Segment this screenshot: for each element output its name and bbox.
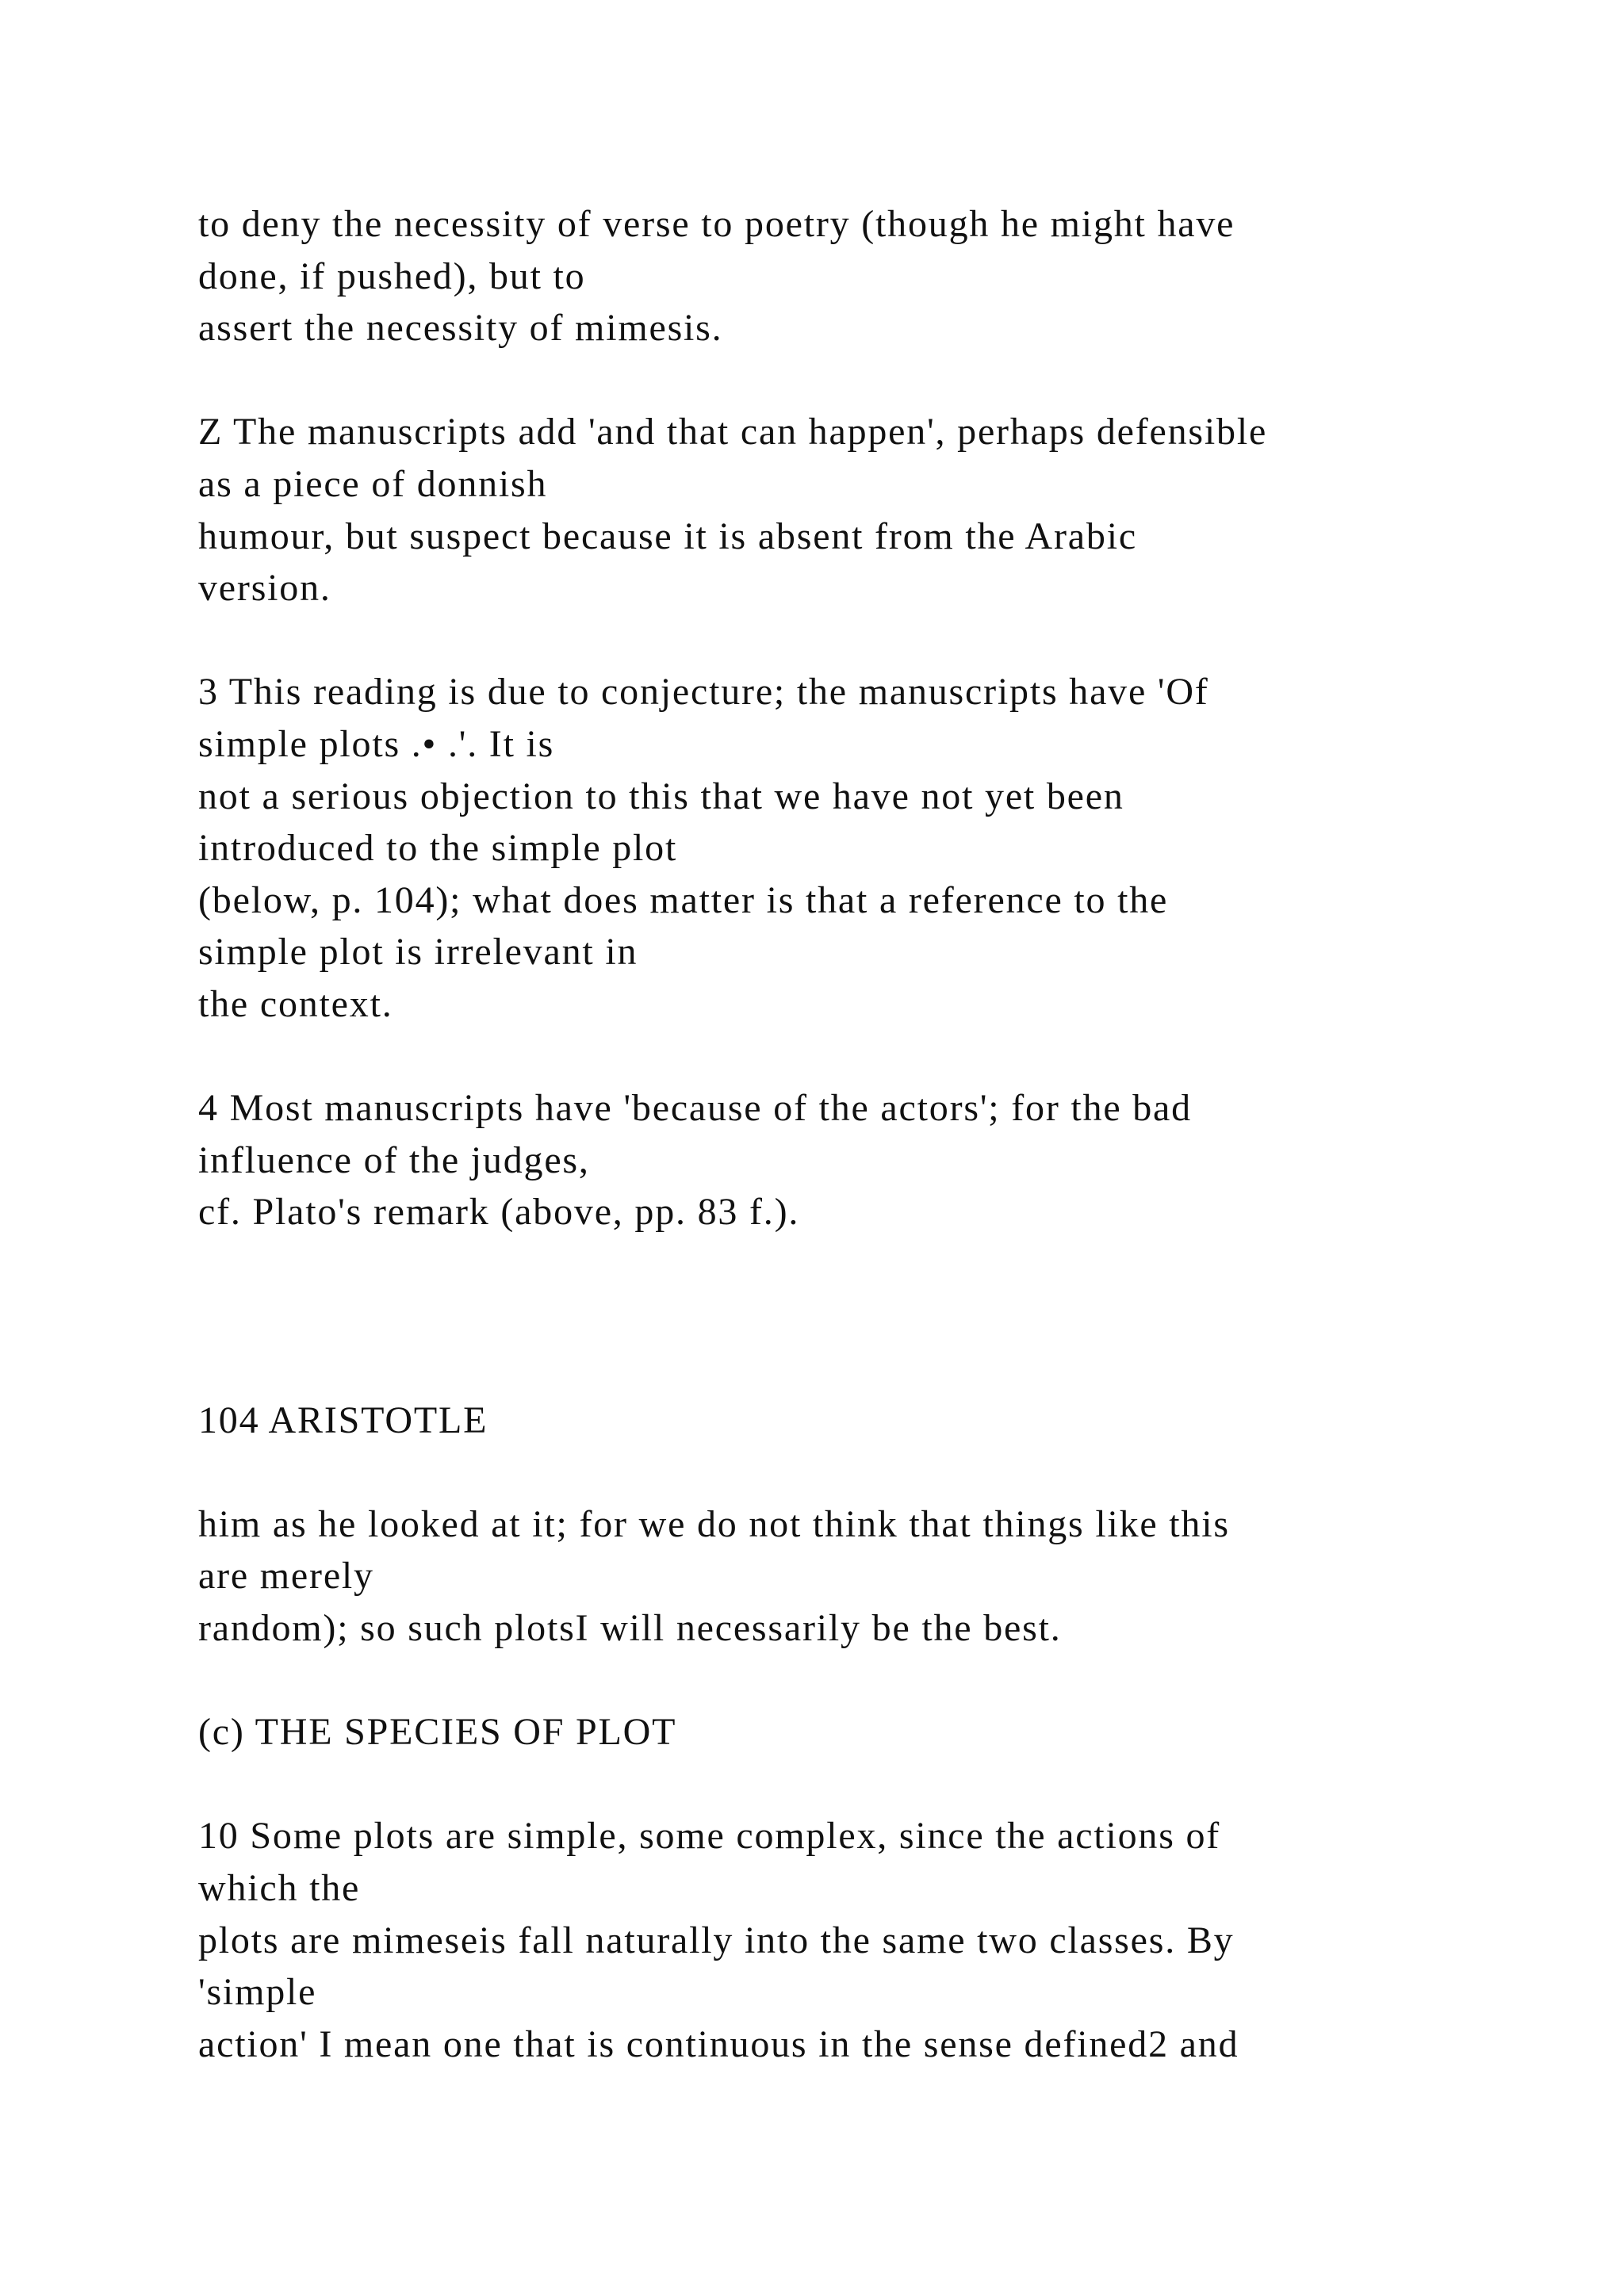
body-paragraph-1	[198, 1498, 1467, 1655]
text-line: random); so such plotsI will necessarily be the best.	[198, 1607, 1062, 1650]
text-line: 3 This reading is due to conjecture; the manuscripts have 'Of	[198, 671, 1209, 714]
text-line: to deny the necessity of verse to poetry (though he might have	[198, 203, 1235, 245]
text-line: (below, p. 104); what does matter is that a reference to the	[198, 878, 1169, 921]
text-line: as a piece of donnish	[198, 462, 548, 505]
text-line: are merely	[198, 1555, 374, 1598]
text-line: humour, but suspect because it is absent from the Arabic	[198, 515, 1137, 557]
text-line: plots are mimeseis fall naturally into the same two classes. By	[198, 1919, 1235, 1961]
text-line: 'simple	[198, 1971, 317, 2014]
text-line: version.	[198, 567, 331, 610]
text-line: assert the necessity of mimesis.	[198, 307, 723, 350]
text-line: cf. Plato's remark (above, pp. 83 f.).	[198, 1191, 800, 1234]
footnote-2	[198, 406, 1467, 614]
page-header	[198, 1395, 1467, 1447]
text-line: introduced to the simple plot	[198, 827, 678, 870]
section-heading	[198, 1706, 1467, 1758]
section-heading-text: (c) THE SPECIES OF PLOT	[198, 1711, 677, 1754]
footnote-3	[198, 666, 1467, 1030]
text-line: simple plot is irrelevant in	[198, 931, 638, 974]
page-header-text: 104 ARISTOTLE	[198, 1399, 488, 1441]
text-line: 4 Most manuscripts have 'because of the actors'; for the bad	[198, 1087, 1192, 1130]
text-line: which the	[198, 1867, 361, 1910]
text-line: done, if pushed), but to	[198, 254, 586, 297]
text-line: 10 Some plots are simple, some complex, since the actions of	[198, 1815, 1221, 1858]
document-page	[198, 198, 1467, 2070]
footnote-4	[198, 1082, 1467, 1238]
text-line: influence of the judges,	[198, 1138, 590, 1181]
note-continuation	[198, 198, 1467, 354]
body-paragraph-2	[198, 1810, 1467, 2070]
text-line: Z The manuscripts add 'and that can happen', perhaps defensible	[198, 411, 1268, 453]
text-line: action' I mean one that is continuous in the sense defined2 and	[198, 2022, 1239, 2065]
text-line: the context.	[198, 982, 393, 1025]
text-line: him as he looked at it; for we do not think that things like this	[198, 1502, 1230, 1545]
text-line: simple plots .• .'. It is	[198, 722, 555, 765]
text-line: not a serious objection to this that we have not yet been	[198, 775, 1124, 817]
